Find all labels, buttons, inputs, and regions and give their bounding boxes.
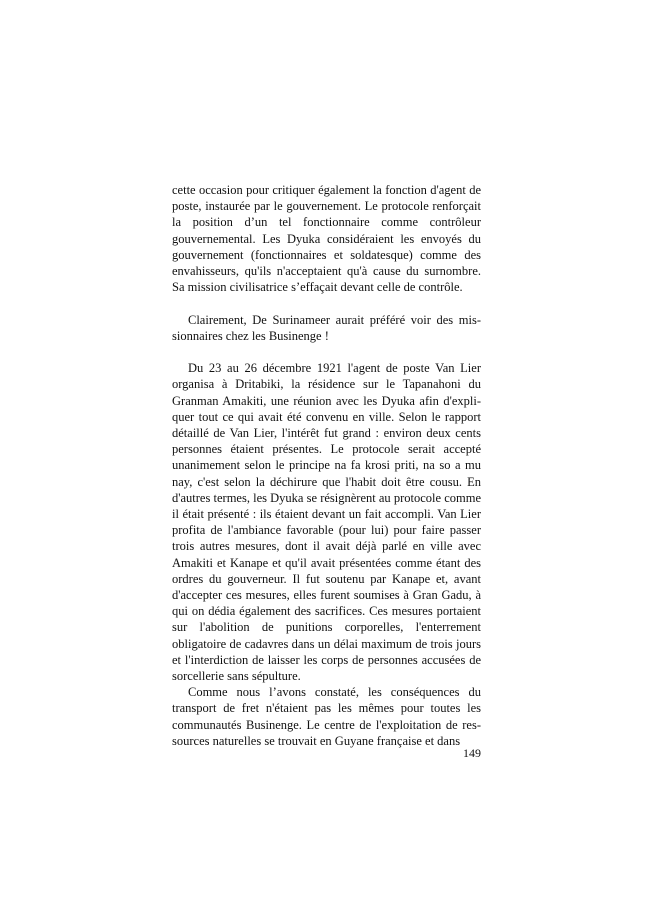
paragraph-gap (172, 295, 481, 311)
paragraph-2: Clairement, De Surinameer aurait préféré voir des missionnaires chez les Businenge ! (172, 312, 481, 343)
paragraph-4: Comme nous l’avons constaté, les conséquences du transport de fret n'étaient pas les mêmes pour toutes les communautés Businenge. Le centre de l'exploitation de ressources naturelles se trouvait en Guyane française et dans (172, 685, 481, 748)
page-number: 149 (463, 746, 481, 760)
body-text (172, 182, 481, 749)
paragraph-3: Du 23 au 26 décembre 1921 l'agent de poste Van Lier organisa à Dritabiki, la résidence sur le Tapanahoni du Granman Amakiti, une réunion avec les Dyuka afin d'expliquer tout ce qui avait été convenu en ville. Selon le rapport détaillé de Van Lier, l'intérêt fut grand : environ deux cents personnes étaient présentes. Le protocole serait accepté unanimement selon le principe na fa krosi priti, na so a mu nay, c'est selon la déchirure que l'habit doit être cousu. En d'autres termes, les Dyuka se résignèrent au protocole comme il était présenté : ils étaient devant un fait accompli. Van Lier profita de l'ambiance favorable (pour lui) pour faire passer trois autres mesures, dont il avait déjà parlé en ville avec Amakiti et Kanape et qu'il avait présentées comme étant des ordres du gouverneur. Il fut soutenu par Kanape et, avant d'accepter ces mesures, elles furent soumises à Gran Gadu, à qui on dédia également des sacrifices. Ces mesures portaient sur l'abolition de punitions corporelles, l'enterrement obligatoire de cadavres dans un délai maximum de trois jours et l'interdiction de laisser les corps de personnes accusées de sorcellerie sans sépulture. (172, 361, 481, 684)
paragraph-1: cette occasion pour critiquer également la fonction d'agent de poste, instaurée par le gouvernement. Le protocole renforçait la position d’un tel fonctionnaire comme contrôleur gouvernemental. Les Dyuka considéraient les envoyés du gouvernement (fonctionnaires et soldatesque) comme des envahisseurs, qu'ils n'acceptaient qu'à cause du surnombre. Sa mission civilisatrice s’effaçait devant celle de contrôle. (172, 183, 481, 295)
paragraph-gap (172, 344, 481, 360)
